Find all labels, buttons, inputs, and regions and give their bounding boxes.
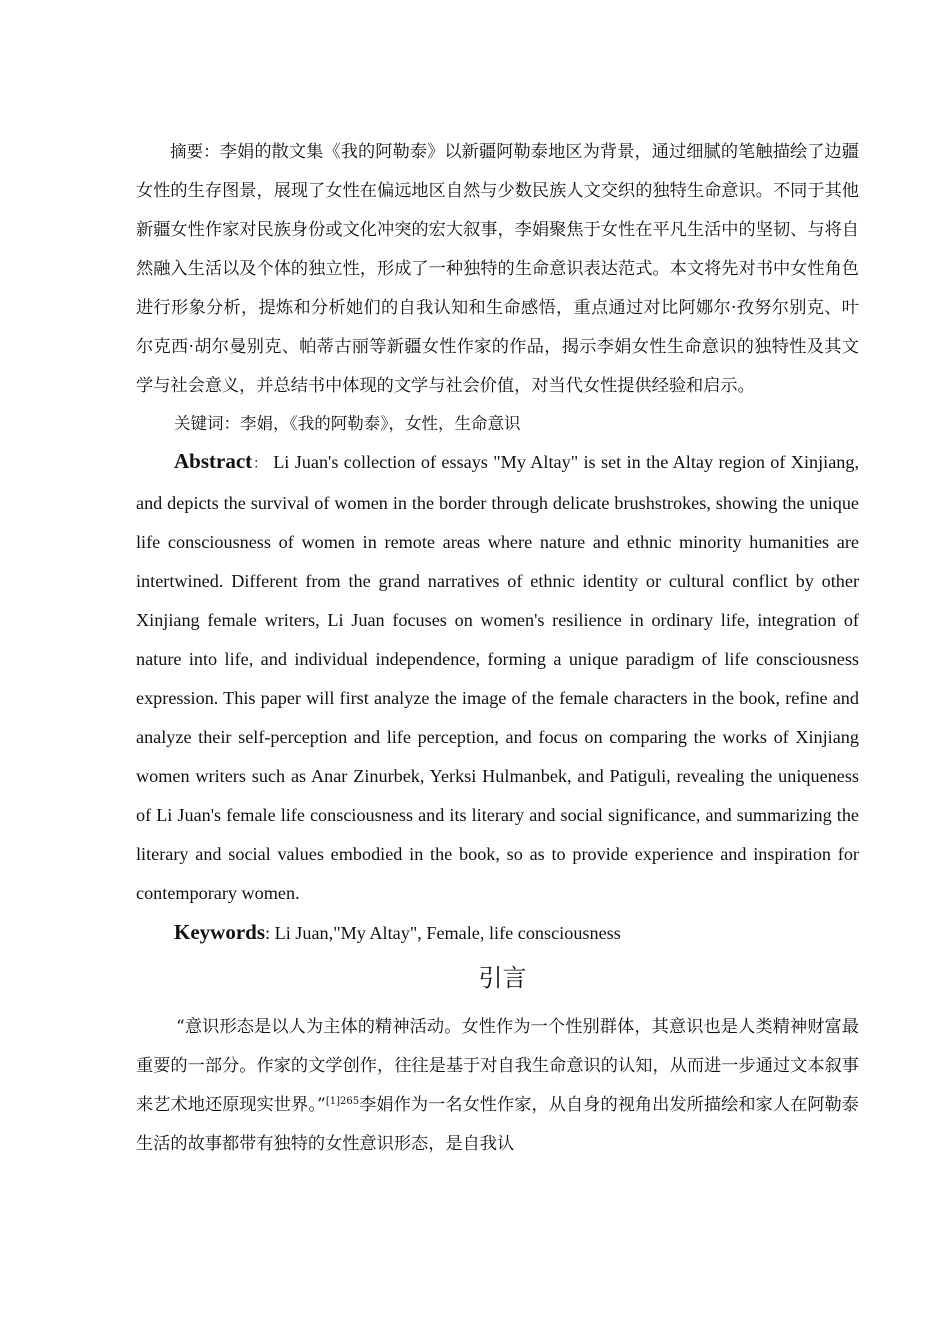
abstract-zh-label: 摘要： [170,142,220,161]
abstract-zh [136,132,859,406]
keywords-en-text: : Li Juan,"My Altay", Female, life consciousness [265,923,621,943]
intro-text-after: 李娟作为一名女性作家，从自身的视角出发所描绘和家人在阿勒泰生活的故事都带有独特的女性意识形态，是自我认 [136,1095,859,1154]
keywords-en-label: Keywords [174,920,265,944]
intro-text-before: “意识形态是以人为主体的精神活动。女性作为一个性别群体，其意识也是人类精神财富最重要的一部分。作家的文学创作，往往是基于对自我生命意识的认知，从而进一步通过文本叙事来艺术地还原现实世界。” [136,1017,859,1115]
keywords-en [136,913,859,952]
abstract-en [136,442,859,913]
keywords-zh-text: 李娟，《我的阿勒泰》，女性，生命意识 [240,414,521,433]
abstract-en-label: Abstract [174,449,253,473]
document-page [136,132,859,1164]
intro-paragraph [136,1008,859,1164]
keywords-zh [136,406,859,442]
abstract-zh-text: 李娟的散文集《我的阿勒泰》以新疆阿勒泰地区为背景，通过细腻的笔触描绘了边疆女性的生存图景，展现了女性在偏远地区自然与少数民族人文交织的独特生命意识。不同于其他新疆女性作家对民族身份或文化冲突的宏大叙事，李娟聚焦于女性在平凡生活中的坚韧、与将自然融入生活以及个体的独立性，形成了一种独特的生命意识表达范式。本文将先对书中女性角色进行形象分析，提炼和分析她们的自我认知和生命感悟，重点通过对比阿娜尔·孜努尔别克、叶尔克西·胡尔曼别克、帕蒂古丽等新疆女性作家的作品，揭示李娟女性生命意识的独特性及其文学与社会意义，并总结书中体现的文学与社会价值，对当代女性提供经验和启示。 [136,142,859,396]
citation-marker: [1]265 [325,1096,360,1107]
keywords-zh-label: 关键词： [174,414,240,433]
abstract-en-colon: ： [252,456,268,472]
abstract-en-text: Li Juan's collection of essays "My Altay" is set in the Altay region of Xinjiang, and depicts the survival of women in the border through delicate brushstrokes, showing the unique life consciousness of women in remote areas where nature and ethnic minority humanities are intertwined. Different from the grand narratives of ethnic identity or cultural conflict by other Xinjiang female writers, Li Juan focuses on women's resilience in ordinary life, integration of nature into life, and individual independence, forming a unique paradigm of life consciousness expression. This paper will first analyze the image of the female characters in the book, refine and analyze their self-perception and life perception, and focus on comparing the works of Xinjiang women writers such as Anar Zinurbek, Yerksi Hulmanbek, and Patiguli, revealing the uniqueness of Li Juan's female life consciousness and its literary and social significance, and summarizing the literary and social values embodied in the book, so as to provide experience and inspiration for contemporary women. [136,452,860,903]
section-heading-intro: 引言 [478,964,527,992]
